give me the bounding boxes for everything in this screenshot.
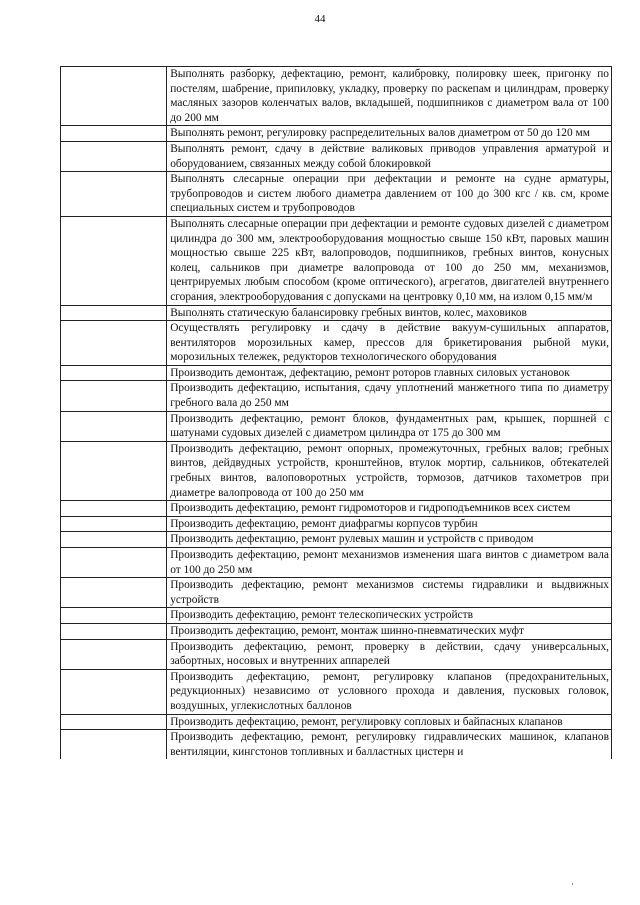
table-body	[61, 67, 612, 760]
table-row	[61, 578, 612, 608]
left-cell	[61, 532, 167, 548]
table-row	[61, 730, 612, 760]
requirement-text: Производить дефектацию, ремонт опорных, промежуточных, гребных валов; гребных винтов, дейдвудных устройств, кронштейнов, втулок мортир, сальников, обтекателей гребных винтов, валоповоротных устройств, тормозов, датчиков тахометров при диаметре валопровода от 100 до 250 мм	[167, 441, 612, 500]
left-cell	[61, 411, 167, 441]
requirement-text: Производить дефектацию, ремонт, проверку в действии, сдачу универсальных, забортных, носовых и внутренних аппарелей	[167, 639, 612, 669]
requirement-text: Производить демонтаж, дефектацию, ремонт роторов главных силовых установок	[167, 365, 612, 381]
table-row	[61, 669, 612, 714]
requirement-text: Производить дефектацию, ремонт, регулировку клапанов (предохранительных, редукционных) независимо от условного прохода и давления, пусковых головок, воздушных, углекислотных баллонов	[167, 669, 612, 714]
left-cell	[61, 67, 167, 126]
left-cell	[61, 639, 167, 669]
table-row	[61, 714, 612, 730]
left-cell	[61, 714, 167, 730]
table-row	[61, 365, 612, 381]
table-row	[61, 305, 612, 321]
requirement-text: Производить дефектацию, ремонт телескопических устройств	[167, 608, 612, 624]
left-cell	[61, 441, 167, 500]
table-row	[61, 216, 612, 305]
table-row	[61, 321, 612, 366]
table-row	[61, 623, 612, 639]
table-row	[61, 501, 612, 517]
requirement-text: Выполнять разборку, дефектацию, ремонт, калибровку, полировку шеек, пригонку по постелям, шабрение, припиловку, укладку, проверку по раскепам и цилиндрам, проверку масляных зазоров коленчатых валов, вкладышей, подшипников с диаметром вала от 100 до 200 мм	[167, 67, 612, 126]
left-cell	[61, 305, 167, 321]
left-cell	[61, 172, 167, 217]
table-row	[61, 381, 612, 411]
requirement-text: Производить дефектацию, испытания, сдачу уплотнений манжетного типа по диаметру гребного вала до 250 мм	[167, 381, 612, 411]
left-cell	[61, 623, 167, 639]
table-row	[61, 608, 612, 624]
left-cell	[61, 126, 167, 142]
requirement-text: Производить дефектацию, ремонт, регулировку гидравлических машинок, клапанов вентиляции, кингстонов топливных и балластных цистерн и	[167, 730, 612, 760]
left-cell	[61, 365, 167, 381]
requirement-text: Производить дефектацию, ремонт гидромоторов и гидроподъемников всех систем	[167, 501, 612, 517]
requirement-text: Производить дефектацию, ремонт диафрагмы корпусов турбин	[167, 516, 612, 532]
table-row	[61, 141, 612, 171]
left-cell	[61, 669, 167, 714]
requirement-text: Производить дефектацию, ремонт, монтаж шинно-пневматических муфт	[167, 623, 612, 639]
requirement-text: Производить дефектацию, ремонт механизмов изменения шага винтов с диаметром вала от 100 до 250 мм	[167, 548, 612, 578]
requirement-text: Выполнять статическую балансировку гребных винтов, колес, маховиков	[167, 305, 612, 321]
table-row	[61, 172, 612, 217]
table-row	[61, 441, 612, 500]
requirement-text: Производить дефектацию, ремонт механизмов системы гидравлики и выдвижных устройств	[167, 578, 612, 608]
left-cell	[61, 321, 167, 366]
left-cell	[61, 381, 167, 411]
page-number: 44	[314, 13, 326, 25]
left-cell	[61, 730, 167, 760]
requirement-text: Выполнять слесарные операции при дефектации и ремонте на судне арматуры, трубопроводов и систем любого диаметра давлением от 100 до 300 кгс / кв. см, кроме специальных систем и трубопроводов	[167, 172, 612, 217]
left-cell	[61, 548, 167, 578]
left-cell	[61, 516, 167, 532]
left-cell	[61, 141, 167, 171]
requirement-text: Выполнять ремонт, сдачу в действие валиковых приводов управления арматурой и оборудованием, связанных между собой блокировкой	[167, 141, 612, 171]
requirement-text: Производить дефектацию, ремонт блоков, фундаментных рам, крышек, поршней с шатунами судовых дизелей с диаметром цилиндра от 175 до 300 мм	[167, 411, 612, 441]
table-row	[61, 639, 612, 669]
requirement-text: Производить дефектацию, ремонт рулевых машин и устройств с приводом	[167, 532, 612, 548]
left-cell	[61, 216, 167, 305]
requirement-text: Осуществлять регулировку и сдачу в действие вакуум-сушильных аппаратов, вентиляторов морозильных камер, прессов для брикетирования рыбной муки, морозильных тележек, редукторов технологического оборудования	[167, 321, 612, 366]
scan-mark: ·	[571, 879, 574, 889]
requirements-table	[60, 66, 612, 759]
table-row	[61, 126, 612, 142]
requirement-text: Производить дефектацию, ремонт, регулировку сопловых и байпасных клапанов	[167, 714, 612, 730]
table-row	[61, 411, 612, 441]
table-row	[61, 532, 612, 548]
requirement-text: Выполнять слесарные операции при дефектации и ремонте судовых дизелей с диаметром цилиндра до 300 мм, электрооборудования мощностью свыше 150 кВт, паровых машин мощностью свыше 225 кВт, валопроводов, подшипников, гребных винтов, конусных колец, сальников при диаметре валопровода от 100 до 250 мм, механизмов, центрируемых любым способом (кроме оптического), агрегатов, двигателей внутреннего сгорания, электрооборудования с допусками на центровку 0,10 мм, на излом 0,15 мм/м	[167, 216, 612, 305]
table-row	[61, 67, 612, 126]
requirement-text: Выполнять ремонт, регулировку распределительных валов диаметром от 50 до 120 мм	[167, 126, 612, 142]
left-cell	[61, 578, 167, 608]
table-row	[61, 516, 612, 532]
left-cell	[61, 608, 167, 624]
left-cell	[61, 501, 167, 517]
table-row	[61, 548, 612, 578]
